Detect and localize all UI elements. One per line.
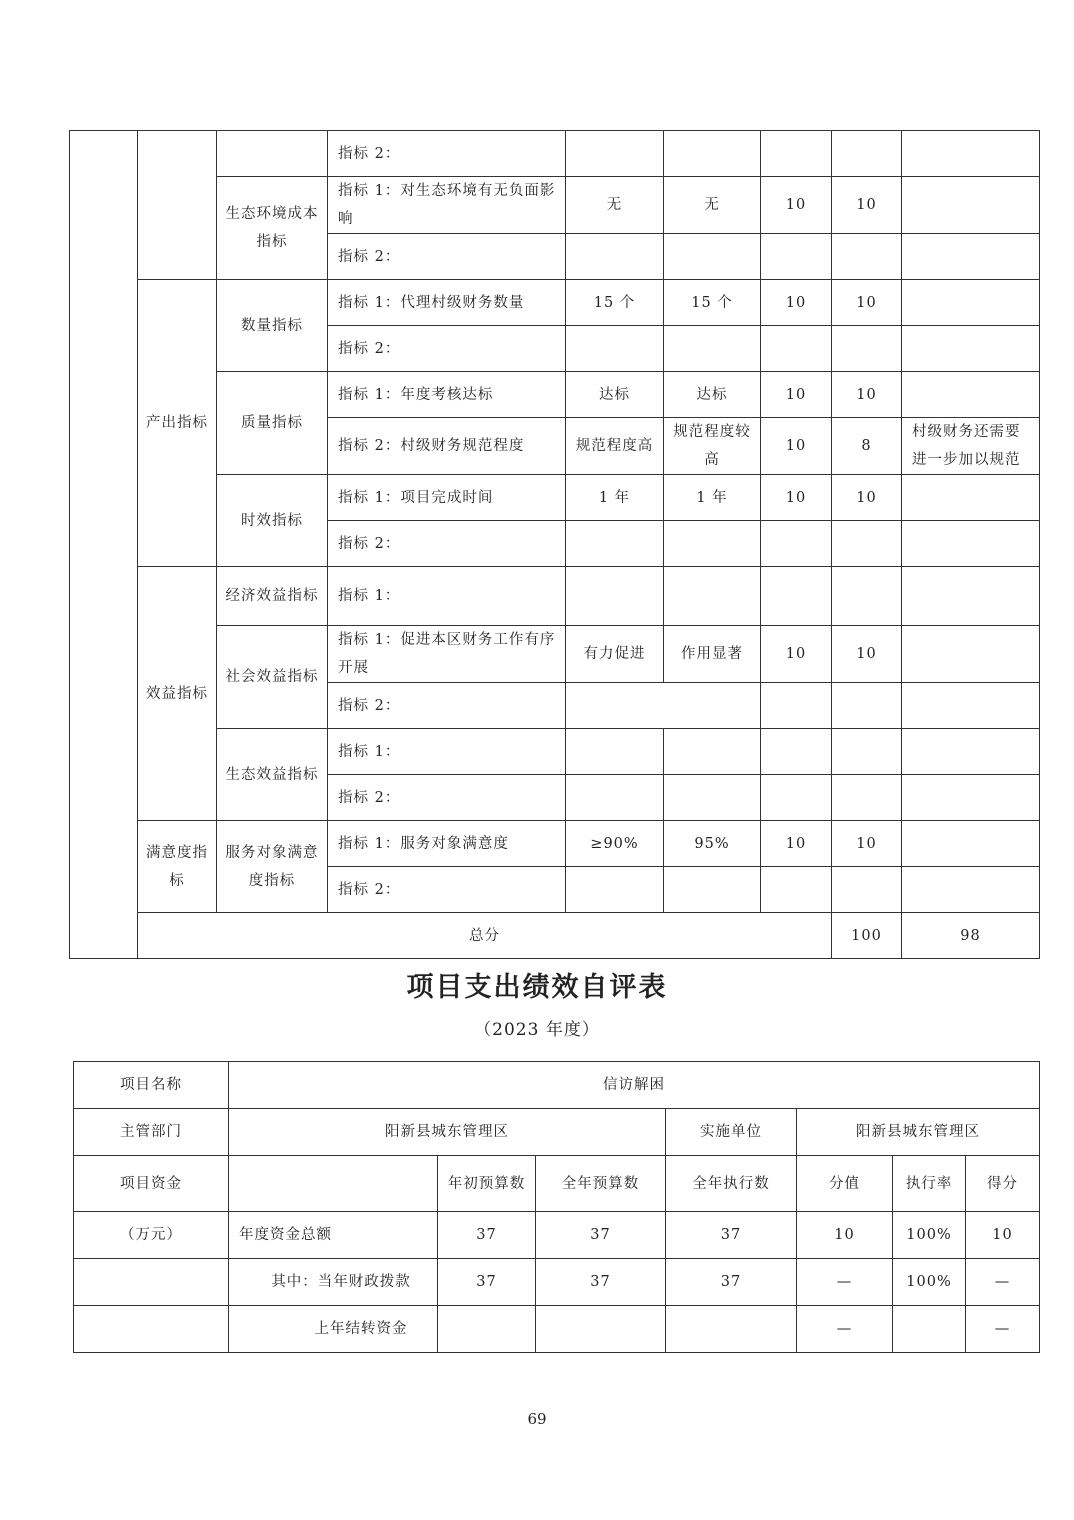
note-cell: 村级财务还需要进一步加以规范	[902, 418, 1040, 475]
indicator-cell: 指标 2：	[328, 326, 566, 372]
score-cell: 10	[832, 280, 902, 326]
row-label: 上年结转资金	[229, 1306, 438, 1353]
weight-cell: 10	[761, 821, 832, 867]
row-label: 年度资金总额	[229, 1212, 438, 1259]
header-annual: 全年预算数	[536, 1156, 666, 1212]
category-cell	[217, 131, 328, 177]
category-cell: 生态环境成本指标	[217, 177, 328, 280]
indicator-cell: 指标 1：促进本区财务工作有序开展	[328, 626, 566, 683]
unit-label: （万元）	[74, 1212, 229, 1259]
table-row: 上年结转资金 — —	[74, 1306, 1040, 1353]
target-cell: 达标	[566, 372, 664, 418]
impl-value: 阳新县城东管理区	[797, 1109, 1040, 1156]
weight-cell: 10	[761, 280, 832, 326]
group-cell: 满意度指标	[138, 821, 217, 913]
page-title: 项目支出绩效自评表	[406, 972, 668, 1003]
table-row: 其中：当年财政拨款 37 37 37 — 100% —	[74, 1259, 1040, 1306]
actual-cell: 作用显著	[664, 626, 761, 683]
indicator-cell: 指标 2：	[328, 775, 566, 821]
category-cell: 社会效益指标	[217, 626, 328, 729]
header-rate: 执行率	[893, 1156, 966, 1212]
impl-label: 实施单位	[666, 1109, 797, 1156]
score-cell: 10	[832, 372, 902, 418]
weight-cell: 10	[761, 626, 832, 683]
indicator-cell: 指标 1：服务对象满意度	[328, 821, 566, 867]
category-cell: 服务对象满意度指标	[217, 821, 328, 913]
actual-cell: 无	[664, 177, 761, 234]
target-cell: 1 年	[566, 475, 664, 521]
score-cell: 8	[832, 418, 902, 475]
indicator-cell: 指标 1：对生态环境有无负面影响	[328, 177, 566, 234]
indicator-cell: 指标 2：	[328, 521, 566, 567]
header-weight: 分值	[797, 1156, 893, 1212]
category-cell: 数量指标	[217, 280, 328, 372]
header-score: 得分	[966, 1156, 1040, 1212]
total-row	[70, 913, 1040, 959]
weight-cell: 10	[761, 475, 832, 521]
page-subtitle: （2023 年度）	[474, 1020, 600, 1040]
weight-cell: 10	[761, 372, 832, 418]
total-score: 98	[902, 913, 1040, 959]
header-initial: 年初预算数	[438, 1156, 536, 1212]
project-name-label: 项目名称	[74, 1062, 229, 1109]
table-row	[70, 280, 1040, 326]
group-cell: 效益指标	[138, 567, 217, 821]
indicator-cell: 指标 1：项目完成时间	[328, 475, 566, 521]
target-cell: ≥90%	[566, 821, 664, 867]
row-label: 其中：当年财政拨款	[229, 1259, 438, 1306]
target-cell: 无	[566, 177, 664, 234]
actual-cell: 95%	[664, 821, 761, 867]
target-cell: 规范程度高	[566, 418, 664, 475]
category-cell: 质量指标	[217, 372, 328, 475]
total-label: 总分	[138, 913, 832, 959]
score-cell: 10	[832, 177, 902, 234]
project-name-value: 信访解困	[229, 1062, 1040, 1109]
category-cell: 生态效益指标	[217, 729, 328, 821]
indicator-cell: 指标 1：代理村级财务数量	[328, 280, 566, 326]
funds-label: 项目资金	[74, 1156, 229, 1212]
weight-cell: 10	[761, 418, 832, 475]
dept-label: 主管部门	[74, 1109, 229, 1156]
indicator-cell: 指标 1：	[328, 729, 566, 775]
group-cell	[138, 131, 217, 280]
table-row	[74, 1062, 1040, 1109]
page-number: 69	[527, 1410, 547, 1428]
target-cell: 有力促进	[566, 626, 664, 683]
indicator-cell: 指标 2：	[328, 234, 566, 280]
score-cell: 10	[832, 821, 902, 867]
actual-cell: 1 年	[664, 475, 761, 521]
indicator-cell: 指标 1：	[328, 567, 566, 626]
header-executed: 全年执行数	[666, 1156, 797, 1212]
indicator-cell: 指标 2：	[328, 867, 566, 913]
weight-cell: 10	[761, 177, 832, 234]
table-row	[70, 567, 1040, 626]
project-funds-table	[73, 1061, 1040, 1353]
category-cell: 时效指标	[217, 475, 328, 567]
group-cell: 产出指标	[138, 280, 217, 567]
table-row	[74, 1156, 1040, 1212]
actual-cell: 达标	[664, 372, 761, 418]
table-row	[70, 131, 1040, 177]
actual-cell: 15 个	[664, 280, 761, 326]
performance-indicator-table	[69, 130, 1040, 959]
indicator-cell: 指标 2：村级财务规范程度	[328, 418, 566, 475]
table-row	[70, 821, 1040, 867]
indicator-cell: 指标 2：	[328, 683, 566, 729]
target-cell: 15 个	[566, 280, 664, 326]
dimension-cell	[70, 131, 138, 959]
indicator-cell: 指标 2：	[328, 131, 566, 177]
indicator-cell: 指标 1：年度考核达标	[328, 372, 566, 418]
table-row	[74, 1109, 1040, 1156]
total-weight: 100	[832, 913, 902, 959]
score-cell: 10	[832, 626, 902, 683]
category-cell: 经济效益指标	[217, 567, 328, 626]
actual-cell: 规范程度较高	[664, 418, 761, 475]
dept-value: 阳新县城东管理区	[229, 1109, 666, 1156]
score-cell: 10	[832, 475, 902, 521]
table-row: （万元） 年度资金总额 37 37 37 10 100% 10	[74, 1212, 1040, 1259]
